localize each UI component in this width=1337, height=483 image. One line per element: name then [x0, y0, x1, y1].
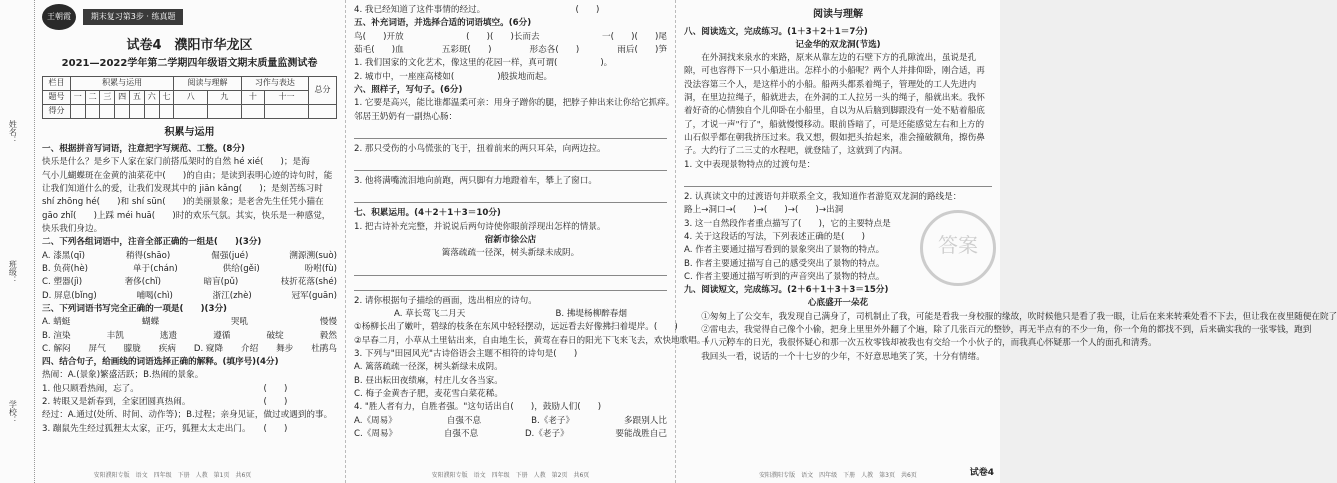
score-cell: 九: [208, 90, 242, 104]
review-banner: 期末复习第3步 · 练真题: [83, 9, 184, 25]
option: 丰凯: [106, 330, 124, 341]
option-row: [354, 44, 667, 57]
question-line: 快乐我们身边。: [42, 224, 103, 235]
option: 自强不息: [443, 428, 479, 439]
score-input[interactable]: [115, 104, 130, 118]
score-cell: 四: [115, 90, 130, 104]
article-title: 记金华的双龙洞(节选): [795, 39, 881, 50]
question-line: ②早春二月，小草从土里钻出来，自由地生长，黄莺在春日的阳光下飞来飞去，欢快地歌唱。( ): [354, 335, 730, 346]
option: 冠军(guān): [291, 290, 337, 301]
question-line: ①杨柳长出了嫩叶，碧绿的枝条在东风中轻轻摆动，远远看去好像拂扫着堤岸。( ): [354, 322, 678, 333]
question-line: 3. 这一自然段作者重点描写了( )，它的主要特点是: [684, 218, 891, 229]
option: C. 解闷: [42, 343, 71, 354]
option: 供给(gěi): [222, 263, 260, 274]
question-line: 热闹：A.(景象)繁盛活跃；B.热闹的景象。: [42, 370, 204, 381]
score-input[interactable]: [159, 104, 174, 118]
option: 慢慢: [319, 317, 337, 328]
question-title: 八、阅读选文，完成练习。(1＋3＋2＋1＝7分): [684, 26, 868, 37]
option: 屏气: [88, 343, 106, 354]
question-title: 七、积累运用。(4＋2＋1＋3＝10分): [354, 208, 501, 219]
option: 哺喝(chì): [136, 290, 173, 301]
answer-line[interactable]: [684, 176, 992, 187]
score-input[interactable]: [130, 104, 145, 118]
option: 溯源溯(suò): [289, 250, 337, 261]
reading-paragraph: 十八元停车的日光，我很怀疑心和那一次五枚零钱却被我也有交给一个小伙子的，而我真心怀疑那一个人的面孔和清秀。: [701, 338, 1157, 349]
option: 奢侈(chǐ): [124, 277, 162, 288]
option: 浙江(zhè): [212, 290, 252, 301]
score-input[interactable]: [174, 104, 208, 118]
option: 介绍: [241, 343, 259, 354]
page-3: [675, 0, 1337, 483]
option: 舞步: [276, 343, 294, 354]
question-line: 2. 城市中，一座座高楼如( )般拔地而起。: [354, 71, 553, 82]
option: C. 塑器(jì): [42, 277, 83, 288]
question-line: 经过：A.通过(处所、时间、动作等)；B.过程；亲身见证，做过或遇到的事。: [42, 410, 333, 421]
score-cell: 七: [159, 90, 174, 104]
gutter-name-label: 姓名：: [8, 120, 18, 144]
score-input[interactable]: [309, 104, 337, 118]
option: 一( )( )尾: [602, 31, 667, 42]
question-line: 1. 把古诗补充完整，并说说后两句诗使你眼前浮现出怎样的情景。: [354, 221, 606, 232]
page-1: [0, 0, 345, 483]
question-line: 快乐是什么？是乡下人家在家门前搭瓜架时的自然 hé xié( )；是海: [42, 157, 310, 168]
score-input[interactable]: [144, 104, 159, 118]
option: 毅然: [319, 330, 337, 341]
option: 暗盲(pǔ): [203, 277, 239, 288]
question-line: 1. 他只顾看热闹，忘了。 ( ): [42, 383, 288, 394]
score-cell: 一: [70, 90, 85, 104]
answer-line[interactable]: [354, 192, 667, 203]
question-line: shí zhōng hé( )和 shí sūn( )的美丽景象；是老舍先生任凭小猫在: [42, 197, 324, 208]
page-2: [345, 0, 730, 483]
score-cell: 总分: [309, 76, 337, 104]
question-line: 气小儿蝴蝶斑在金黄的油菜花中( )的自由；是读到表明心迹的诗句时，能: [42, 170, 333, 181]
question-line: 2. 认真读文中的过渡语句并联系全文，我知道作者游览双龙洞的路线是：: [684, 191, 962, 202]
section-heading: 积累与运用: [164, 126, 215, 138]
question-line: 路上→洞口→( )→( )→( )→出洞: [684, 205, 844, 216]
option: B.《老子》: [531, 415, 575, 426]
option: A. 漆黑(qī): [42, 250, 85, 261]
option: 吩咐(fù): [304, 263, 337, 274]
option-row: [42, 290, 337, 303]
option-row: [354, 428, 667, 441]
option: 枝折花落(shé): [280, 277, 337, 288]
option: A. 草长莺飞二月天: [394, 309, 466, 319]
option: 形态各( ): [529, 44, 580, 55]
score-input[interactable]: [241, 104, 264, 118]
option: 蝴蝶: [142, 317, 160, 328]
poem-line: 篱落疏疏一径深，树头新绿未成阴。: [441, 248, 580, 259]
question-title: 一、根据拼音写词语，注意把字写规范、工整。(8分): [42, 144, 245, 155]
question-line: 2. 转眼又是新春到，全家团圆真热闹。 ( ): [42, 397, 288, 408]
score-input[interactable]: [208, 104, 242, 118]
question-line: 3. 他将满嘴流泪地向前跑，两只脚有力地蹬着车，攀上了窗口。: [354, 176, 597, 187]
option: 单于(chán): [132, 263, 178, 274]
option: A. 作者主要通过描写看到的景象突出了景物的特点。: [684, 245, 885, 256]
option: A. 篱落疏疏一径深，树头新绿未成阴。: [354, 362, 503, 373]
option: A.《周易》: [354, 415, 397, 426]
option: 多跟别人比: [624, 415, 667, 426]
option-row: [42, 343, 337, 356]
question-line: 3. 下列与"田园风光"古诗俗语会主题不相符的诗句是( ): [354, 348, 578, 359]
option: 要能战胜自己: [615, 428, 667, 439]
question-line: 2. 请你根据句子描绘的画面，选出相应的诗句。: [354, 295, 537, 306]
page-footer: 安阳濮阳专版 语文 四年级 下册 人教 第1页 共6页: [93, 471, 252, 479]
option: 倔强(jué): [211, 250, 249, 261]
score-cell: 积累与运用: [70, 76, 173, 90]
option: B. 作者主要通过描写自己的感受突出了景物的特点。: [684, 258, 885, 269]
brand-logo: 王朝霞: [42, 4, 76, 30]
question-title: 六、照样子，写句子。(6分): [354, 84, 463, 95]
reading-paragraph: ①匆匆上了公交车，我发现自己满身了，司机制止了我，可能是看我一身校服的缘故，吹时候他只是看了我一眼，让后在来来转乘处看不下去，但让我在夜里随便在院了: [701, 311, 1337, 322]
score-input[interactable]: [264, 104, 308, 118]
question-line: 1. 它要是高兴，能比谁都温柔可亲：用身子蹭你的腿，把脖子伸出来让你给它抓痒。: [354, 98, 675, 109]
option: D. 窥降: [193, 343, 224, 354]
score-input[interactable]: [70, 104, 85, 118]
option: 哭吼: [230, 317, 249, 328]
watermark-stamp: 答案: [920, 210, 996, 286]
score-input[interactable]: [85, 104, 100, 118]
option: 逃遗: [159, 330, 178, 341]
question-title: 九、阅读短文，完成练习。(2＋6＋1＋3＋3＝15分): [684, 285, 889, 296]
score-cell: 栏目: [43, 76, 71, 90]
option: 鸟( )开放: [354, 31, 404, 42]
question-line: 4. 关于这段话的写法，下列表述正确的是( ): [684, 231, 865, 242]
option: B. 负荷(hè): [42, 263, 88, 274]
score-table: [42, 76, 337, 119]
answer-line[interactable]: [354, 128, 667, 139]
option-row: [42, 263, 337, 276]
answer-line[interactable]: [354, 160, 667, 171]
answer-line[interactable]: [354, 265, 667, 276]
question-line: 4. 我已经知道了这件事情的经过。 ( ): [354, 5, 600, 15]
option: C.《周易》: [354, 428, 398, 439]
question-line: 1. 文中表现景物特点的过渡句是：: [684, 159, 816, 170]
question-line: 3. 蹦鼠先生经过狐狸太太家，正巧，狐狸太太走出门。 ( ): [42, 423, 288, 434]
option-row: [42, 250, 337, 263]
option: 雨后( )笋: [617, 44, 667, 55]
score-cell: 题号: [43, 90, 71, 104]
option-row: [42, 316, 337, 329]
option-row: [42, 276, 337, 289]
option: D. 屏息(bǐng): [42, 290, 97, 301]
question-line: 4. "胜人者有力，自胜者强。"这句话出自( )，鼓励人们( ): [354, 402, 602, 413]
option: C. 梅子金黄杏子肥，麦花雪白菜花稀。: [354, 388, 503, 399]
option: B. 渲染: [42, 330, 71, 341]
article-title: 心底盛开一朵花: [807, 298, 869, 309]
answer-line[interactable]: [354, 280, 667, 291]
option: 杜鹃鸟: [311, 343, 337, 354]
exam-title: 试卷4 濮阳市华龙区: [126, 38, 253, 53]
option: 茹毛( )血: [354, 44, 404, 55]
option: 朦胧: [123, 343, 141, 354]
option: B. 拂堤杨柳醉春烟: [555, 309, 627, 319]
option-row: [42, 330, 337, 343]
option: C. 作者主要通过描写听到的声音突出了景物的特点。: [684, 271, 885, 282]
score-cell: 习作与表达: [241, 76, 308, 90]
question-title: 四、结合句子，给画线的词语选择正确的解释。(填序号)(4分): [42, 357, 279, 368]
exam-subtitle: 2021—2022学年第二学期四年级语文期末质量监测试卷: [61, 58, 318, 70]
score-cell: 十: [241, 90, 264, 104]
header-row: [42, 4, 337, 30]
question-line: 2. 那只受伤的小鸟慌张的飞于，扭着前来的两只耳朵，向两边拉。: [354, 143, 606, 154]
question-title: 五、补充词语，并选择合适的词语填空。(6分): [354, 18, 532, 29]
option-row: [354, 31, 667, 44]
score-cell: 二: [85, 90, 100, 104]
binding-gutter: [0, 0, 35, 483]
question-title: 二、下列各组词语中，注音全部正确的一组是( )(3分): [42, 237, 262, 248]
score-cell: 八: [174, 90, 208, 104]
option: D.《老子》: [524, 428, 569, 439]
question-title: 三、下列词语书写完全正确的一项是( )(3分): [42, 303, 227, 314]
score-cell: 六: [144, 90, 159, 104]
reading-paragraph: 我回头一看，说话的一个十七岁的少年，不好意思地笑了笑，十分有情绪。: [701, 351, 985, 362]
page-footer: 安阳濮阳专版 语文 四年级 下册 人教 第2页 共6页: [431, 471, 590, 479]
question-line: 让我们知道什么的爱，让我们发现其中的 jiān kǎng( )；是刻苦练习时: [42, 184, 323, 195]
reading-paragraph: ②雷电去，我觉得自己像个小偷，把身上里里外外翻了个遍，除了几张百元的整钞，再无半点有的不少一角，你一个角的都找不到，后来确实我的一张零钱，跑到: [701, 325, 1312, 336]
poem-title: 宿新市徐公店: [484, 235, 537, 246]
option: 稍得(shāo): [125, 250, 171, 261]
score-cell: 阅读与理解: [174, 76, 241, 90]
score-input[interactable]: [100, 104, 115, 118]
option-row: [354, 415, 667, 428]
score-cell: 三: [100, 90, 115, 104]
option-row: [354, 308, 667, 321]
exam-tag: 试卷4: [969, 468, 994, 479]
score-cell: 十一: [264, 90, 308, 104]
option: 五彩斑( ): [441, 44, 492, 55]
option: A. 蜻蜓: [42, 317, 71, 328]
question-line: 邻居王奶奶有一副热心肠：: [354, 111, 458, 122]
question-line: gāo zhǐ( )上踩 méi huā( )时的欢乐气氛。其实，快乐是一种感觉，: [42, 210, 331, 221]
reading-passage: 在外洞找来泉水的来路，原来从靠左边的石壁下方的孔隙流出，虽说是孔隙，可也容得下一只小船进出。怎样小的小船呢？两个人并排仰卧，刚合适，再没法容第三个人，是这样小的小船。船两头都系着绳子，管理处的工人先进内洞，在里边拉绳子，船就进去，在外洞的工人拉另一头的绳子，船就出来。我怀着好奇的心情独自个儿仰卧在小船里，自以为从后脑到脚跟没有一处不贴着船底了，才说一声"行了"，船就慢慢移动。眼前昏暗了，可是还能感觉左右和上方的山石似乎都在朝我挤压过来。我又想，假如把头抬起来，准会撞破额角，擦伤鼻子。大约行了二三丈的水程吧，就登陆了，这就到了内洞。: [684, 53, 985, 157]
page-footer: 安阳濮阳专版 语文 四年级 下册 人教 第3页 共6页: [759, 471, 917, 479]
option: ( )( )长而去: [466, 31, 540, 42]
question-line: 1. 我们国家的文化艺术，像这里的花园一样，真可谓( )。: [354, 58, 613, 69]
option: 疾病: [158, 343, 176, 354]
section-heading: 阅读与理解: [813, 9, 863, 20]
gutter-school-label: 学校：: [8, 400, 18, 424]
score-cell: 得分: [43, 104, 71, 118]
option: B. 昼出耘田夜绩麻，村庄儿女各当家。: [354, 375, 503, 386]
option: 遵循: [213, 330, 231, 341]
option: 破绽: [266, 330, 284, 341]
option: 自强不息: [446, 415, 482, 426]
score-cell: 五: [130, 90, 145, 104]
gutter-class-label: 班级：: [8, 260, 18, 284]
